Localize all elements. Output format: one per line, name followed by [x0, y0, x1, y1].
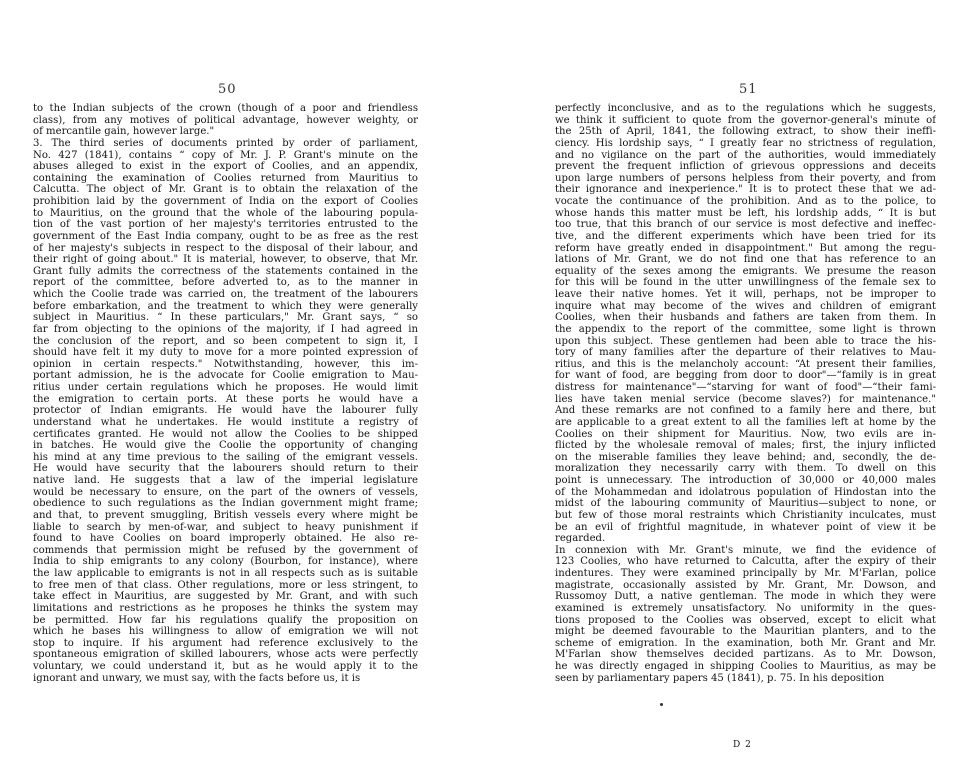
text-line: the law applicable to emigrants is not in all respects such as is suitable	[33, 568, 418, 579]
text-line: prevent the frequent infliction of grievous oppressions and deceits	[555, 161, 936, 173]
text-line: lations of Mr. Grant, we do not find one that has reference to an	[555, 254, 936, 266]
text-line: inquire what may become of the wives and children of emigrant	[555, 300, 936, 312]
text-line: prohibition laid by the government of India on the export of Coolies	[33, 196, 418, 207]
text-line: vocate the continuance of the prohibition. And as to the police, to	[555, 196, 936, 207]
text-line: his mind at any time previous to the sailing of the emigrant vessels.	[33, 451, 418, 463]
text-line: lies have taken menial service (become slaves?) for maintenance."	[555, 393, 936, 405]
text-line: ritius under certain regulations which he proposes. He would limit	[33, 382, 418, 393]
text-line: their right of going about." It is material, however, to observe, that Mr.	[33, 254, 418, 266]
text-line: Russomoy Dutt, a native gentleman. The mode in which they were	[555, 591, 936, 603]
text-line: Grant fully admits the correctness of the statements contained in the	[33, 265, 418, 277]
text-line: perfectly inconclusive, and as to the regulations which he suggests,	[555, 103, 936, 114]
signature-mark: D 2	[733, 740, 752, 750]
text-line: in batches. He would give the Coolie the opportunity of changing	[33, 440, 418, 452]
text-line: scheme of emigration. In the examination, both Mr. Grant and Mr.	[555, 637, 936, 649]
text-line: No. 427 (1841), contains “ copy of Mr. J. P. Grant's minute on the	[33, 149, 418, 161]
text-line: and that, to prevent smuggling, British vessels every where might be	[33, 509, 418, 521]
text-line: opinion in certain respects." Notwithstanding, however, this im-	[33, 358, 418, 370]
text-line: of mercantile gain, however large."	[33, 126, 215, 138]
text-line: which the Coolie trade was carried on, the treatment of the labourers	[33, 289, 418, 300]
text-line: be permitted. How far his regulations qualify the proposition on	[33, 614, 418, 626]
text-line: might be deemed favourable to the Mauritian planters, and to the	[555, 626, 936, 638]
text-line: ritius, and this is the melancholy account: “At present their families,	[555, 358, 936, 370]
text-line: ciency. His lordship says, “ I greatly fear no strictness of regulation,	[555, 137, 936, 149]
text-line: Coolies on their shipment for Mauritius. Now, two evils are in-	[555, 428, 936, 440]
text-line: reform have greatly ended in disappointment." But among the regu-	[555, 242, 936, 254]
text-line: are applicable to a great extent to all the families left at home by the	[555, 416, 936, 428]
text-line: tive, and the different experiments which have been tried for its	[555, 230, 936, 242]
text-line: would be necessary to ensure, on the part of the owners of vessels,	[33, 486, 418, 498]
text-line: India to ship emigrants to any colony (Bourbon, for instance), where	[33, 556, 418, 568]
text-line: examined is extremely unsatisfactory. No uniformity in the ques-	[555, 602, 936, 614]
text-line: be an evil of frightful magnitude, in whatever point of view it be	[555, 521, 936, 533]
text-line: liable to search by men-of-war, and subject to heavy punishment if	[33, 521, 418, 533]
text-line: ignorant and unwary, we must say, with the facts before us, it is	[33, 672, 361, 684]
text-line: and no vigilance on the part of the authorities, would immediately	[555, 149, 936, 161]
text-line: report of the committee, before adverted to, as to the manner in	[33, 277, 418, 289]
text-line: certificates granted. He would not allow the Coolies to be shipped	[33, 428, 418, 440]
left-page-text	[33, 103, 418, 684]
text-line: stop to inquire. If his argument had reference exclusively to the	[33, 637, 418, 649]
text-line: upon large numbers of persons helpless from their poverty, and from	[555, 172, 936, 184]
text-line: tion of the vast portion of her majesty's territories entrusted to the	[33, 219, 418, 231]
text-line: distress for maintenance"—“starving for want of food"—“their fami-	[555, 382, 936, 393]
text-line: native land. He suggests that a law of the imperial legislature	[33, 475, 418, 486]
text-line: moralization they necessarily carry with them. To dwell on this	[555, 463, 936, 475]
text-line: obedience to such regulations as the Indian government might frame;	[33, 498, 418, 510]
text-line: he was directly engaged in shipping Coolies to Mauritius, as may be	[555, 661, 936, 672]
text-line: He would have security that the labourers should return to their	[33, 463, 418, 475]
text-line: tory of many families after the departure of their relatives to Mau-	[555, 347, 936, 359]
text-line: but few of those moral restraints which Christianity inculcates, must	[555, 509, 936, 521]
text-line: tions proposed to the Coolies was observed, except to elicit what	[555, 614, 936, 626]
text-line: far from objecting to the opinions of the majority, if I had agreed in	[33, 323, 418, 335]
text-line: their ignorance and inexperience." It is to protect these that we ad-	[555, 184, 936, 196]
text-line: class), from any motives of political advantage, however weighty, or	[33, 114, 418, 126]
text-line: containing the examination of Coolies returned from Mauritius to	[33, 172, 418, 184]
text-line: protector of Indian emigrants. He would have the labourer fully	[33, 405, 418, 417]
text-line: upon this subject. These gentlemen had been able to trace the his-	[555, 335, 936, 347]
text-line: equality of the sexes among the emigrants. We presume the reason	[555, 265, 936, 277]
text-line: In connexion with Mr. Grant's minute, we find the evidence of	[555, 544, 936, 556]
text-line: commends that permission might be refused by the government of	[33, 544, 418, 556]
text-line: the appendix to the report of the committee, some light is thrown	[555, 323, 936, 335]
text-line: on the miserable families they leave behind; and, secondly, the de-	[555, 451, 936, 463]
text-line: for want of food, are begging from door to door"—“family is in great	[555, 370, 936, 382]
text-line: the 25th of April, 1841, the following extract, to show their ineffi-	[555, 126, 936, 138]
text-line: indentures. They were examined principally by Mr. M'Farlan, police	[555, 568, 936, 579]
text-line: we think it sufficient to quote from the governor-general's minute of	[555, 114, 936, 126]
text-line: flicted by the wholesale removal of males; first, the injury inflicted	[555, 440, 936, 452]
text-line: 3. The third series of documents printed by order of parliament,	[33, 137, 418, 149]
text-line: understand what he undertakes. He would institute a registry of	[33, 416, 418, 428]
text-line: And these remarks are not confined to a family here and there, but	[555, 405, 936, 417]
text-line: limitations and restrictions as he proposes he thinks the system may	[33, 602, 418, 614]
text-line: leave their native homes. Yet it will, perhaps, not be improper to	[555, 289, 936, 300]
text-line: take effect in Mauritius, are suggested by Mr. Grant, and with such	[33, 591, 418, 603]
text-line: of the Mohammedan and idolatrous population of Hindostan into the	[555, 486, 936, 498]
text-line: abuses alleged to exist in the export of Coolies, and an appendix,	[33, 161, 418, 173]
text-line: of her majesty's subjects in respect to the disposal of their labour, and	[33, 242, 418, 254]
text-line: for this will be found in the utter unwillingness of the female sex to	[555, 277, 936, 289]
text-line: the conclusion of the report, and so been competent to sign it, I	[33, 335, 418, 347]
text-line: to the Indian subjects of the crown (though of a poor and friendless	[33, 103, 418, 114]
text-line: found to have Coolies on board improperly obtained. He also re-	[33, 533, 418, 545]
text-line: to Mauritius, on the ground that the whole of the labouring popula-	[33, 207, 418, 219]
stray-dot	[660, 703, 663, 706]
page-number-right: 51	[739, 82, 758, 97]
text-line: midst of the labouring community of Mauritius—subject to none, or	[555, 498, 936, 510]
text-line: should have felt it my duty to move for a more pointed expression of	[33, 347, 418, 359]
text-line: voluntary, we could understand it, but as he would apply it to the	[33, 661, 418, 672]
text-line: whose hands this matter must be left, his lordship adds, “ It is but	[555, 207, 936, 219]
text-line: to free men of that class. Other regulations, more or less stringent, to	[33, 579, 418, 591]
text-line: spontaneous emigration of skilled labourers, whose acts were perfectly	[33, 649, 418, 661]
text-line: magistrate, occasionally assisted by Mr. Grant, Mr. Dowson, and	[555, 579, 936, 591]
text-line: government of the East India company, ought to be as free as the rest	[33, 230, 418, 242]
text-line: point is unnecessary. The introduction of 30,000 or 40,000 males	[555, 475, 936, 486]
page-number-left: 50	[218, 82, 237, 97]
text-line: 123 Coolies, who have returned to Calcutta, after the expiry of their	[555, 556, 936, 568]
text-line: which he bases his willingness to allow of emigration we will not	[33, 626, 418, 638]
text-line: regarded.	[555, 533, 606, 545]
right-page-text	[555, 103, 936, 684]
text-line: the emigration to certain ports. At these ports he would have a	[33, 393, 418, 405]
text-line: Coolies, when their husbands and fathers are taken from them. In	[555, 312, 936, 324]
text-line: Calcutta. The object of Mr. Grant is to obtain the relaxation of the	[33, 184, 418, 196]
text-line: portant admission, he is the advocate for Coolie emigration to Mau-	[33, 370, 418, 382]
text-line: M'Farlan show themselves decided partizans. As to Mr. Dowson,	[555, 649, 936, 661]
text-line: subject in Mauritius. “ In these particulars," Mr. Grant says, “ so	[33, 312, 418, 324]
text-line: seen by parliamentary papers 45 (1841), p. 75. In his deposition	[555, 672, 885, 684]
text-line: too true, that this branch of our service is most defective and ineffec-	[555, 219, 936, 231]
text-line: before embarkation, and the treatment to which they were generally	[33, 300, 418, 312]
